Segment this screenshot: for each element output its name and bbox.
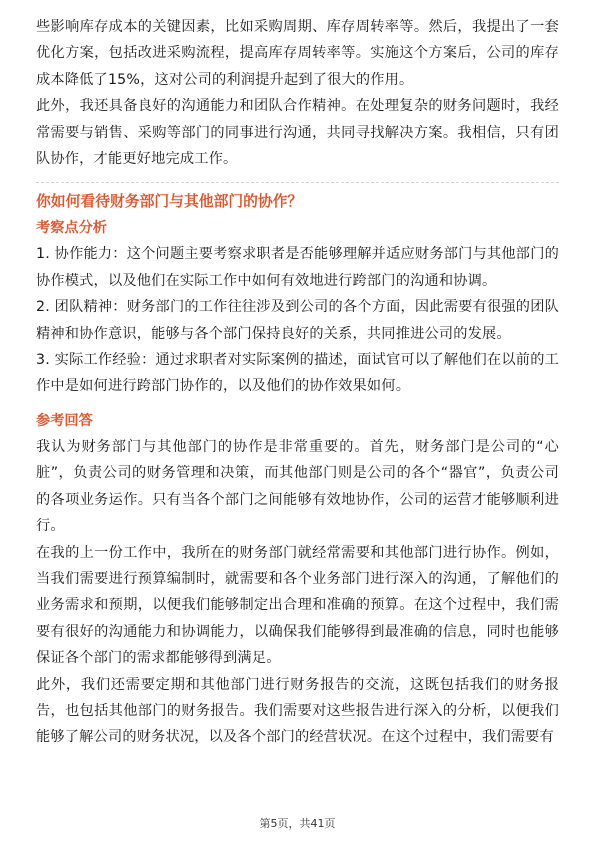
analysis-point: 3. 实际工作经验：通过求职者对实际案例的描述，面试官可以了解他们在以前的工作中是如何进行跨部门协作的，以及他们的协作效果如何。 <box>36 352 559 395</box>
analysis-point: 2. 团队精神：财务部门的工作往往涉及到公司的各个方面，因此需要有很强的团队精神和协作意识，能够与各个部门保持良好的关系，共同推进公司的发展。 <box>36 299 559 342</box>
analysis-label: 考察点分析 <box>36 220 107 237</box>
question-heading: 你如何看待财务部门与其他部门的协作？ <box>36 193 303 211</box>
answer-paragraph: 我认为财务部门与其他部门的协作是非常重要的。首先，财务部门是公司的“心脏”，负责公司的财务管理和决策，而其他部门则是公司的各个“器官”，负责公司的各项业务运作。只有当各个部门之间能够有效地协作，公司的运营才能够顺利进行。 <box>36 438 559 535</box>
document-page <box>36 14 559 751</box>
analysis-point: 1. 协作能力：这个问题主要考察求职者是否能够理解并适应财务部门与其他部门的协作模式，以及他们在实际工作中如何有效地进行跨部门的沟通和协调。 <box>36 246 559 289</box>
answer-paragraph: 在我的上一份工作中，我所在的财务部门就经常需要和其他部门进行协作。例如，当我们需要进行预算编制时，就需要和各个业务部门进行深入的沟通，了解他们的业务需求和预期，以便我们能够制定出合理和准确的预算。在这个过程中，我们需要有很好的沟通能力和协调能力，以确保我们能够得到最准确的信息，同时也能够保证各个部门的需求都能够得到满足。 <box>36 544 559 667</box>
analysis-section <box>36 241 559 399</box>
intro-paragraph: 此外，我还具备良好的沟通能力和团队合作精神。在处理复杂的财务问题时，我经常需要与销售、采购等部门的同事进行沟通，共同寻找解决方案。我相信，只有团队协作，才能更好地完成工作。 <box>36 98 559 168</box>
intro-section <box>36 14 559 172</box>
page-footer: 第5页，共41页 <box>259 817 336 830</box>
answer-paragraph: 此外，我们还需要定期和其他部门进行财务报告的交流，这既包括我们的财务报告，也包括其他部门的财务报告。我们需要对这些报告进行深入的分析，以便我们能够了解公司的财务状况，以及各个部门的经营状况。在这个过程中，我们需要有 <box>36 676 559 746</box>
intro-paragraph: 些影响库存成本的关键因素，比如采购周期、库存周转率等。然后，我提出了一套优化方案，包括改进采购流程，提高库存周转率等。实施这个方案后，公司的库存成本降低了15%，这对公司的利润提升起到了很大的作用。 <box>36 19 559 88</box>
section-divider <box>36 182 559 183</box>
answer-section <box>36 434 559 751</box>
answer-label: 参考回答 <box>36 412 93 429</box>
